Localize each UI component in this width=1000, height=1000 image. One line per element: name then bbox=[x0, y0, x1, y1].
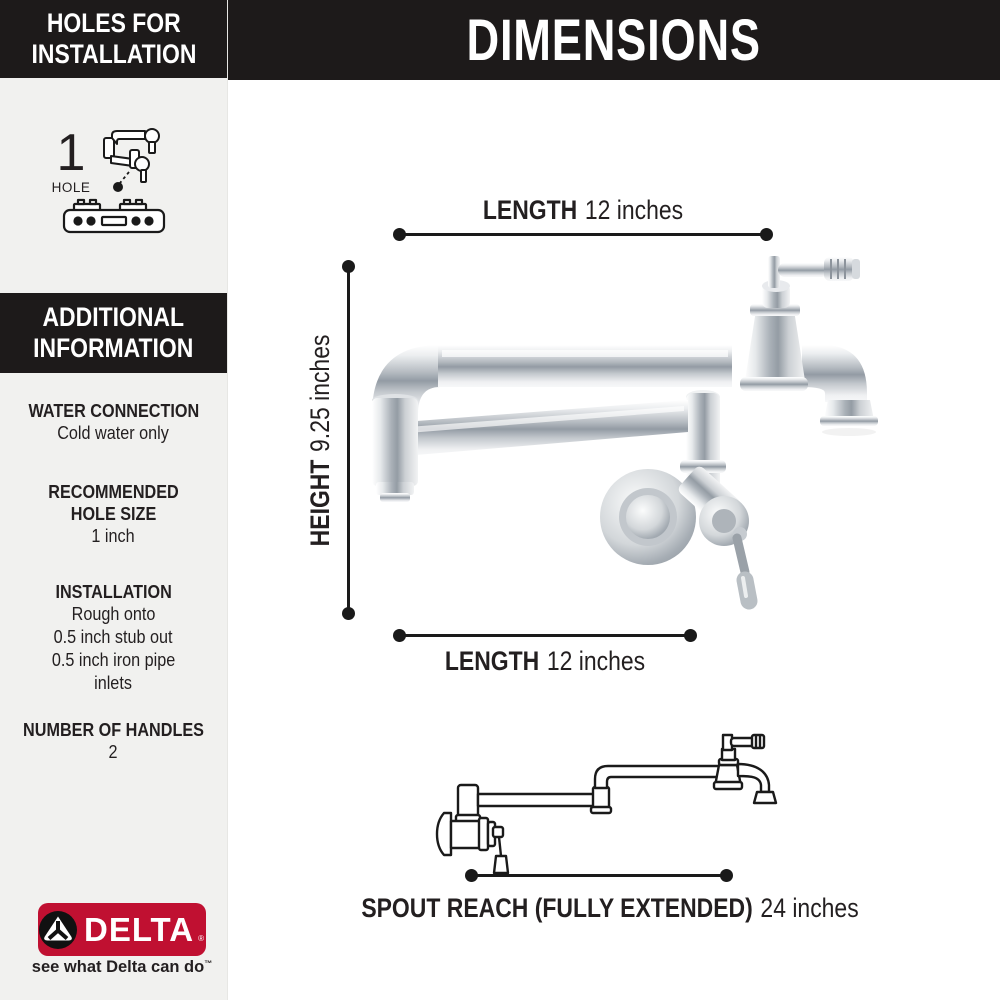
installation-label: INSTALLATION bbox=[55, 582, 172, 602]
hole-count-section bbox=[0, 124, 227, 198]
additional-header-line1: ADDITIONAL bbox=[42, 302, 185, 332]
dimensions-panel bbox=[228, 0, 1000, 1000]
recommended-hole-size-info bbox=[0, 481, 227, 548]
top-length-dimension-line bbox=[398, 233, 768, 236]
delta-brand-text: DELTA bbox=[84, 911, 195, 948]
registered-mark: ® bbox=[198, 934, 204, 943]
installation-info bbox=[0, 581, 227, 695]
hole-size-value: 1 inch bbox=[91, 526, 136, 546]
spout-reach-dimension-label: SPOUT REACH (FULLY EXTENDED) 24 inches bbox=[361, 893, 859, 923]
holes-header-line2: INSTALLATION bbox=[31, 39, 196, 69]
delta-triangle-icon bbox=[38, 910, 78, 950]
handles-label: NUMBER OF HANDLES bbox=[23, 720, 204, 740]
dimensions-header bbox=[228, 0, 1000, 80]
cooktop-icon bbox=[62, 196, 166, 234]
one-hole-faucet-icon bbox=[97, 128, 175, 198]
pot-filler-product-photo bbox=[360, 250, 880, 630]
top-length-dimension-label: LENGTH 12 inches bbox=[482, 195, 684, 225]
installation-line1: Rough onto bbox=[71, 604, 156, 624]
holes-header-line1: HOLES FOR bbox=[46, 8, 181, 38]
handles-value: 2 bbox=[108, 742, 118, 762]
bottom-length-dimension-label: LENGTH 12 inches bbox=[444, 646, 646, 676]
dimensions-title: DIMENSIONS bbox=[466, 7, 762, 73]
delta-logo bbox=[38, 903, 206, 956]
water-connection-value: Cold water only bbox=[57, 423, 170, 443]
water-connection-info bbox=[0, 400, 227, 445]
hole-count-number: 1 bbox=[56, 124, 86, 182]
additional-header-line2: INFORMATION bbox=[33, 333, 194, 363]
hole-size-label-line1: RECOMMENDED bbox=[48, 482, 179, 502]
delta-tagline: see what Delta can do™ bbox=[31, 958, 213, 976]
hole-size-label-line2: HOLE SIZE bbox=[70, 504, 157, 524]
bottom-length-dimension-line bbox=[398, 634, 692, 637]
trademark-mark: ™ bbox=[204, 959, 213, 968]
water-connection-label: WATER CONNECTION bbox=[28, 401, 199, 421]
installation-line4: inlets bbox=[94, 673, 133, 693]
installation-line3: 0.5 inch iron pipe bbox=[51, 650, 176, 670]
height-dimension-line bbox=[347, 265, 350, 615]
sidebar bbox=[0, 0, 228, 1000]
hole-count bbox=[51, 124, 91, 195]
installation-line2: 0.5 inch stub out bbox=[54, 627, 173, 647]
number-of-handles-info bbox=[0, 719, 227, 764]
holes-for-installation-header bbox=[0, 0, 227, 78]
hole-count-label: HOLE bbox=[51, 180, 91, 195]
height-dimension-label: HEIGHT9.25 inches bbox=[305, 334, 335, 546]
spout-reach-dimension-line bbox=[470, 874, 728, 877]
additional-information-header bbox=[0, 293, 227, 373]
cooktop-icon-wrap bbox=[62, 196, 166, 234]
pot-filler-extended-line-drawing bbox=[435, 715, 795, 875]
